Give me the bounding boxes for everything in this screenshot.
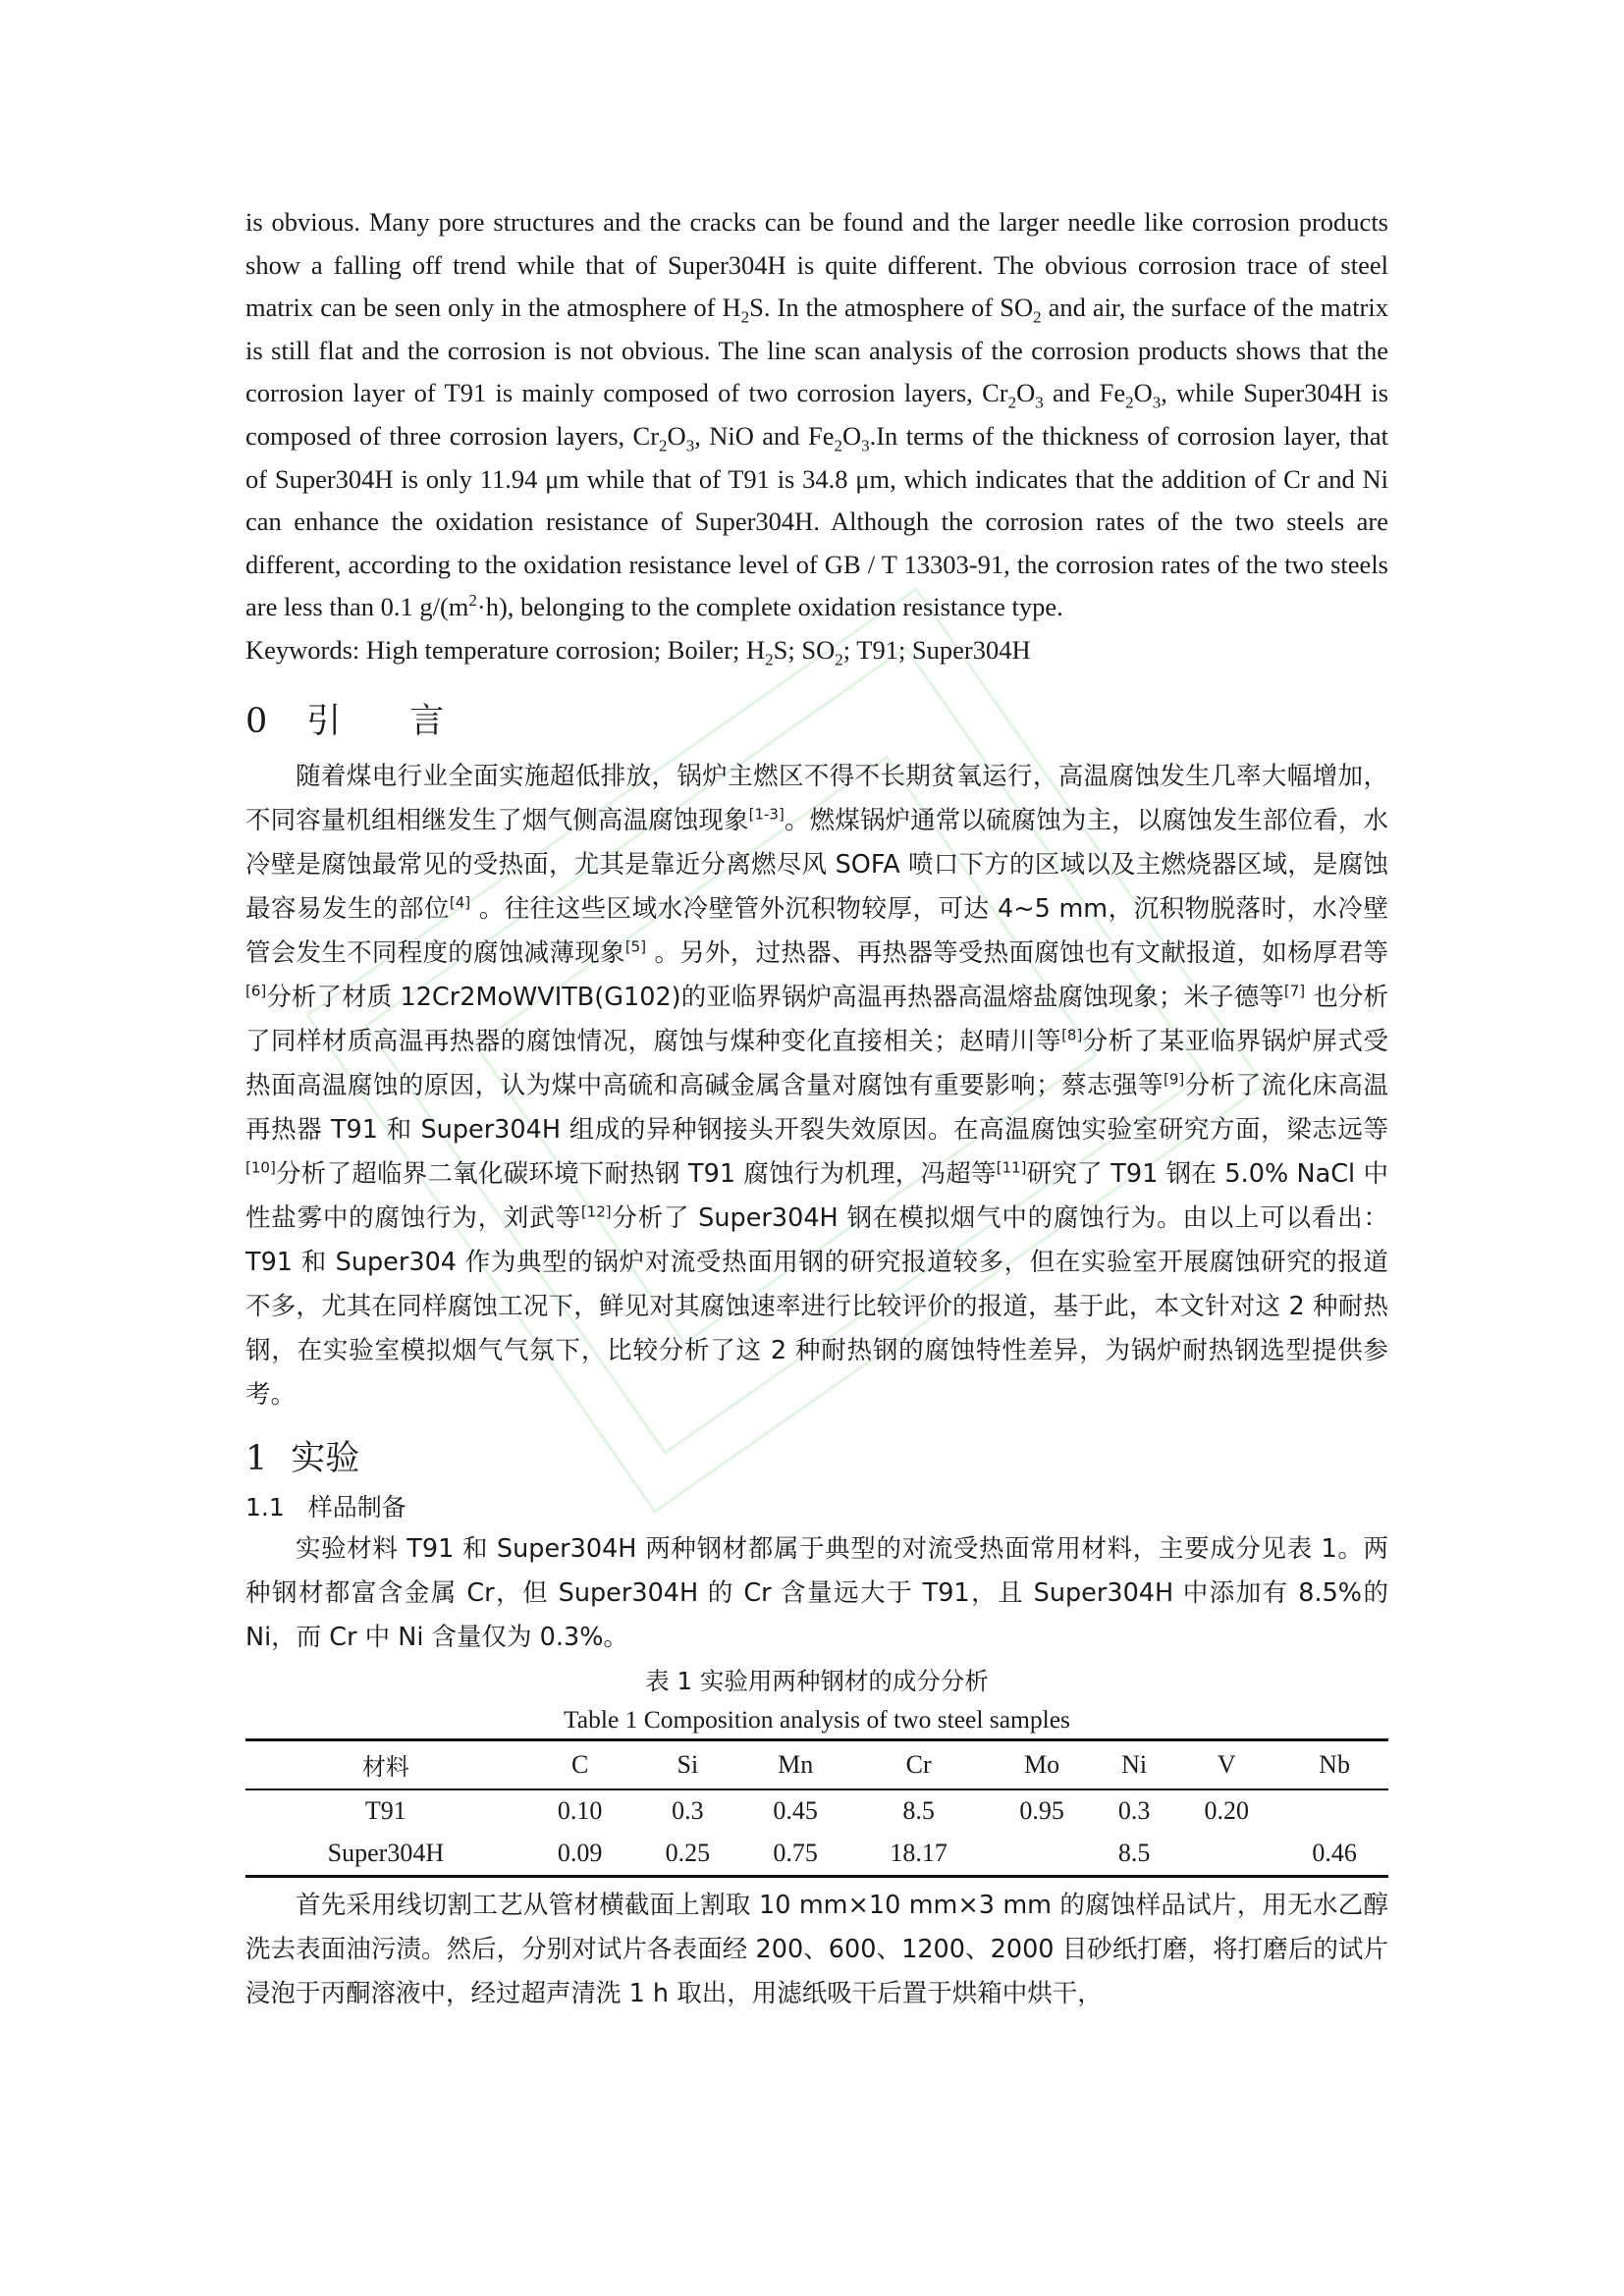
header-cell: C	[526, 1739, 634, 1789]
page-content	[245, 201, 1388, 2016]
table-cell: 8.5	[1096, 1833, 1172, 1877]
table-cell: T91	[364, 1796, 406, 1826]
table-cell	[1280, 1789, 1388, 1833]
table-cell: Super304H	[245, 1833, 526, 1877]
table-cell: 0.46	[1280, 1833, 1388, 1877]
header-cell: Si	[634, 1739, 742, 1789]
table-cell	[988, 1833, 1096, 1877]
intro-paragraph: 随着煤电行业全面实施超低排放，锅炉主燃区不得不长期贫氧运行，高温腐蚀发生几率大幅增加，不同容量机组相继发生了烟气侧高温腐蚀现象[1-3]。燃煤锅炉通常以硫腐蚀为主，以腐蚀发生部位看，水冷壁是腐蚀最常见的受热面，尤其是靠近分离燃尽风 SOFA 喷口下方的区域以及主燃烧器区域，是腐蚀最容易发生的部位[4] 。往往这些区域水冷壁管外沉积物较厚，可达 4~5 mm，沉积物脱落时，水冷壁管会发生不同程度的腐蚀减薄现象[5] 。另外，过热器、再热器等受热面腐蚀也有文献报道，如杨厚君等[6]分析了材质 12Cr2MoWVITB(G102)的亚临界锅炉高温再热器高温熔盐腐蚀现象；米子德等[7] 也分析了同样材质高温再热器的腐蚀情况，腐蚀与煤种变化直接相关；赵晴川等[8]分析了某亚临界锅炉屏式受热面高温腐蚀的原因，认为煤中高硫和高碱金属含量对腐蚀有重要影响；蔡志强等[9]分析了流化床高温再热器 T91 和 Super304H 组成的异种钢接头开裂失效原因。在高温腐蚀实验室研究方面，梁志远等[10]分析了超临界二氧化碳环境下耐热钢 T91 腐蚀行为机理，冯超等[11]研究了 T91 钢在 5.0% NaCl 中性盐雾中的腐蚀行为，刘武等[12]分析了 Super304H 钢在模拟烟气中的腐蚀行为。由以上可以看出：T91 和 Super304 作为典型的锅炉对流受热面用钢的研究报道较多，但在实验室开展腐蚀研究的报道不多，尤其在同样腐蚀工况下，鲜见对其腐蚀速率进行比较评价的报道，基于此，本文针对这 2 种耐热钢，在实验室模拟烟气气氛下，比较分析了这 2 种耐热钢的腐蚀特性差异，为锅炉耐热钢选型提供参考。	[245, 761, 1389, 1410]
header-cell: Mn	[741, 1739, 849, 1789]
table-caption-cn: 表 1 实验用两种钢材的成分分析	[645, 1666, 989, 1695]
table-cell: 0.45	[773, 1796, 818, 1826]
header-cell: V	[1172, 1739, 1280, 1789]
table-cell: 0.25	[634, 1833, 742, 1877]
table-cell: 0.09	[526, 1833, 634, 1877]
materials-paragraph: 实验材料 T91 和 Super304H 两种钢材都属于典型的对流受热面常用材料，主要成分见表 1。两种钢材都富含金属 Cr，但 Super304H 的 Cr 含量远大于 T91，且 Super304H 中添加有 8.5%的 Ni，而 Cr 中 Ni 含量仅为 0.3%。	[245, 1533, 1388, 1652]
table-cell: 0.95	[1019, 1796, 1064, 1826]
table-cell: 0.20	[1204, 1796, 1249, 1826]
keywords-line: Keywords: High temperature corrosion; Boiler; $H_2S$; $SO_2$; T91; Super304H	[245, 634, 1031, 669]
abstract-paragraph: is obvious. Many pore structures and the cracks can be found and the larger needle like corrosion products show a falling off trend while that of Super304H is quite different. The obvious corrosion trace of steel matrix can be seen only in the atmosphere of $H_2S$. In the atmosphere of $SO_2$ and air, the surface of the matrix is still flat and the corrosion is not obvious. The line scan analysis of the corrosion products shows that the corrosion layer of T91 is mainly composed of two corrosion layers, $Cr_2O_3$ and $Fe_2O_3$, while Super304H is composed of three corrosion layers, $Cr_2O_3$, NiO and $Fe_2O_3.In$ terms of the thickness of corrosion layer, that of Super304H is only 11.94 μm while that of T91 is 34.8 μm, which indicates that the addition of Cr and Ni can enhance the oxidation resistance of Super304H. Although the corrosion rates of the two steels are different, according to the oxidation resistance level of GB / T 13303-91, the corrosion rates of the two steels are less than 0.1 $g/(m^2\cdot h)$, belonging to the complete oxidation resistance type.	[245, 207, 1389, 622]
table-cell: 18.17	[849, 1833, 988, 1877]
table-header-row	[245, 1739, 1388, 1789]
composition-table	[245, 1738, 1388, 1878]
header-cell: Nb	[1280, 1739, 1388, 1789]
header-cell: Ni	[1096, 1739, 1172, 1789]
table-cell: 8.5	[902, 1796, 935, 1826]
table-row	[245, 1833, 1388, 1877]
header-cell: Cr	[849, 1739, 988, 1789]
section-1-heading: 1 实验	[245, 1438, 360, 1478]
table-cell: 0.3	[672, 1796, 704, 1826]
table-cell: 0.10	[557, 1796, 603, 1826]
header-cell: 材料	[245, 1739, 526, 1789]
table-caption-en: Table 1 Composition analysis of two steel samples	[564, 1704, 1070, 1734]
preparation-paragraph: 首先采用线切割工艺从管材横截面上割取 10 mm×10 mm×3 mm 的腐蚀样品试片，用无水乙醇洗去表面油污渍。然后，分别对试片各表面经 200、600、1200、2000 目砂纸打磨，将打磨后的试片浸泡于丙酮溶液中，经过超声清洗 1 h 取出，用滤纸吸干后置于烘箱中烘干，	[245, 1890, 1388, 2008]
intro-heading: 0 引 言	[245, 701, 445, 741]
table-cell	[1172, 1833, 1280, 1877]
table-row	[245, 1789, 1388, 1833]
subsection-1-1-heading: 1.1 样品制备	[245, 1492, 406, 1522]
table-cell: 0.3	[1117, 1796, 1151, 1826]
table-cell: 0.75	[741, 1833, 849, 1877]
header-cell: Mo	[988, 1739, 1096, 1789]
